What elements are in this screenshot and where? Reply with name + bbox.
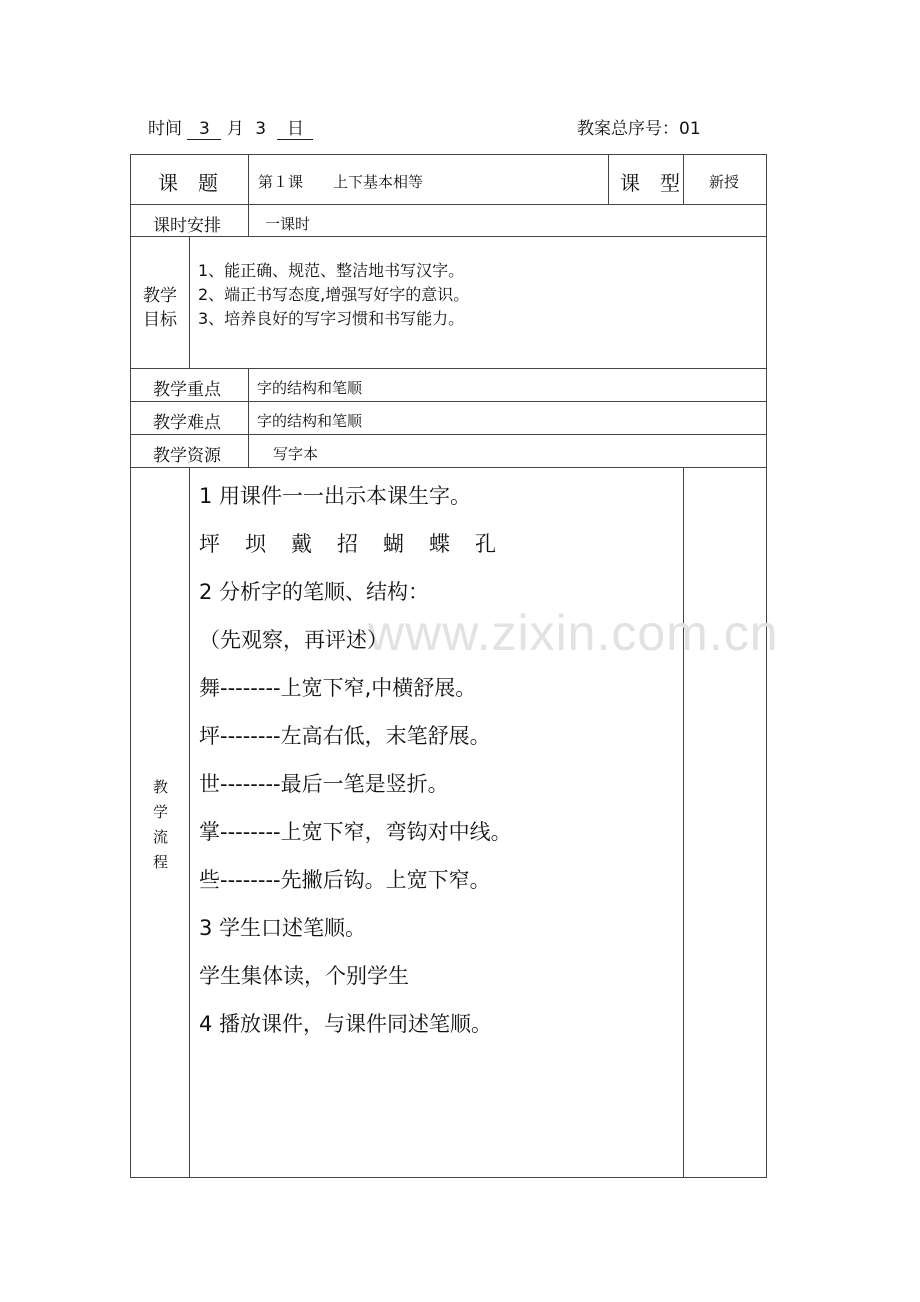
schedule-label: 课时安排: [153, 216, 221, 236]
goal-item: 2、端正书写态度,增强写好字的意识。: [198, 285, 470, 304]
time-label: 时间: [148, 119, 182, 139]
process-label-char: 流: [153, 828, 169, 846]
process-line: 1 用课件一一出示本课生字。: [199, 484, 472, 508]
type-value: 新授: [709, 173, 740, 191]
month-value: 3: [187, 119, 221, 140]
process-line: 舞--------上宽下窄,中横舒展。: [199, 676, 477, 700]
resource-label: 教学资源: [153, 446, 221, 466]
process-line: 掌--------上宽下窄，弯钩对中线。: [199, 820, 512, 844]
goals-label-2: 目标: [143, 310, 177, 330]
schedule-value: 一课时: [265, 215, 311, 233]
process-label-char: 教: [153, 778, 169, 796]
difficulty-label: 教学难点: [153, 413, 221, 433]
day-label: 日: [277, 114, 313, 140]
goals-label-1: 教学: [143, 286, 177, 306]
process-label-char: 程: [153, 853, 169, 871]
header-time: [148, 114, 313, 140]
serial-label: 教案总序号：: [577, 119, 679, 139]
type-label: 课 型: [620, 171, 680, 195]
day-value: 3: [255, 119, 267, 139]
process-line: （先观察，再评述）: [199, 628, 388, 652]
header-serial: [577, 114, 701, 139]
serial-value: 01: [679, 119, 701, 139]
key-value: 字的结构和笔顺: [257, 379, 363, 397]
watermark: www.zixin.com.cn: [368, 605, 779, 661]
topic-value: 第１课 上下基本相等: [258, 173, 424, 191]
process-label-char: 学: [153, 803, 169, 821]
process-line: 学生集体读，个别学生: [199, 964, 409, 988]
month-label: 月: [226, 119, 244, 139]
process-line: 世--------最后一笔是竖折。: [199, 772, 449, 796]
process-line: 坪 坝 戴 招 蝴 蝶 孔: [199, 532, 498, 556]
process-line: 4 播放课件，与课件同述笔顺。: [199, 1012, 493, 1036]
key-label: 教学重点: [153, 380, 221, 400]
difficulty-value: 字的结构和笔顺: [257, 412, 363, 430]
process-line: 2 分析字的笔顺、结构：: [199, 580, 430, 604]
goal-item: 1、能正确、规范、整洁地书写汉字。: [198, 261, 465, 280]
process-line: 3 学生口述笔顺。: [199, 916, 367, 940]
process-line: 坪--------左高右低，末笔舒展。: [199, 724, 491, 748]
process-line: 些--------先撇后钩。上宽下窄。: [199, 868, 491, 892]
resource-value: 写字本: [273, 445, 319, 463]
topic-label: 课 题: [158, 171, 218, 195]
goal-item: 3、培养良好的写字习惯和书写能力。: [198, 309, 465, 328]
